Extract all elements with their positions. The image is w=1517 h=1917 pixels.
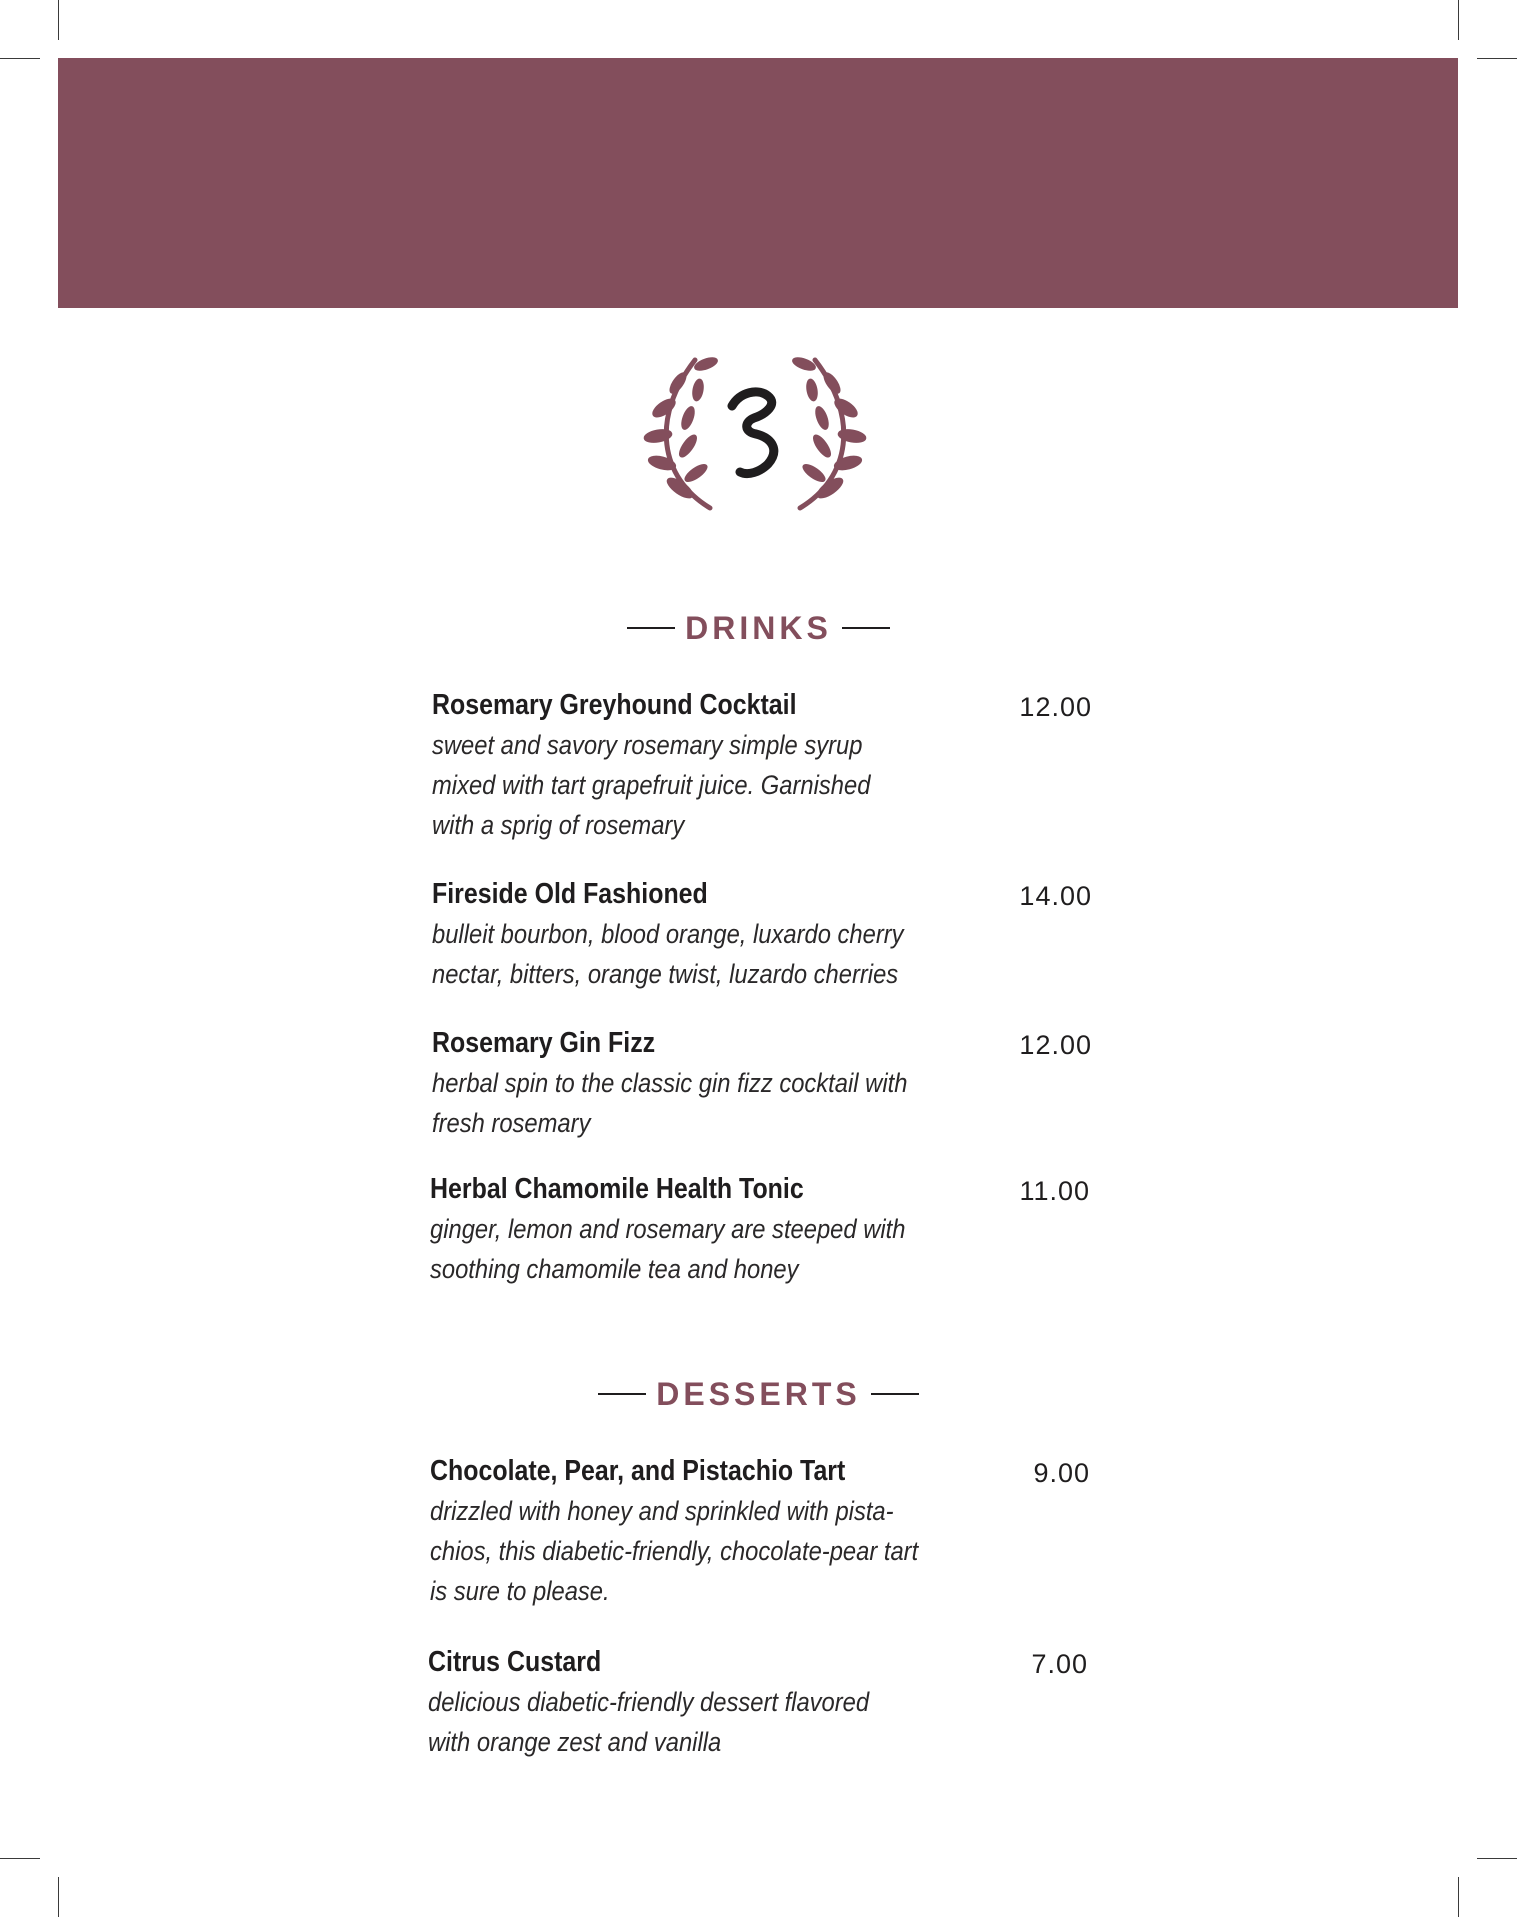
menu-item-chocolate-pear-tart xyxy=(430,1451,1090,1611)
drinks-heading xyxy=(0,612,1517,644)
item-price: 12.00 xyxy=(1019,692,1092,722)
item-description: ginger, lemon and rosemary are steeped with soothing chamomile tea and honey xyxy=(430,1214,906,1284)
item-description: drizzled with honey and sprinkled with pista- chios, this diabetic-friendly, chocolate-pear tart is sure to please. xyxy=(430,1496,919,1606)
heading-rule-left xyxy=(627,627,675,629)
desserts-heading xyxy=(0,1378,1517,1410)
heading-rule-left xyxy=(598,1393,646,1395)
item-description: delicious diabetic-friendly dessert flavored with orange zest and vanilla xyxy=(428,1687,870,1757)
heading-rule-right xyxy=(842,627,890,629)
menu-item-rosemary-greyhound xyxy=(432,685,1092,845)
header-banner xyxy=(58,58,1458,308)
item-description: herbal spin to the classic gin fizz cocktail with fresh rosemary xyxy=(432,1068,908,1138)
menu-item-herbal-chamomile-tonic xyxy=(430,1169,1090,1289)
crop-mark xyxy=(58,0,59,40)
drinks-title: DRINKS xyxy=(685,610,832,646)
item-description: sweet and savory rosemary simple syrup mixed with tart grapefruit juice. Garnished with a sprig of rosemary xyxy=(432,730,871,840)
menu-item-rosemary-gin-fizz xyxy=(432,1023,1092,1143)
item-price: 11.00 xyxy=(1019,1176,1090,1206)
item-name: Rosemary Gin Fizz xyxy=(432,1027,656,1059)
item-name: Chocolate, Pear, and Pistachio Tart xyxy=(430,1455,846,1487)
laurel-wreath-icon xyxy=(640,348,870,518)
item-price: 14.00 xyxy=(1019,881,1092,911)
item-name: Herbal Chamomile Health Tonic xyxy=(430,1173,804,1205)
desserts-title: DESSERTS xyxy=(656,1376,861,1412)
crop-mark xyxy=(1458,0,1459,40)
item-description: bulleit bourbon, blood orange, luxardo cherry nectar, bitters, orange twist, luzardo cherries xyxy=(432,919,904,989)
crop-mark xyxy=(1458,1877,1459,1917)
heading-rule-right xyxy=(871,1393,919,1395)
item-price: 12.00 xyxy=(1019,1030,1092,1060)
crop-mark xyxy=(0,58,40,59)
crop-mark xyxy=(58,1877,59,1917)
item-name: Rosemary Greyhound Cocktail xyxy=(432,689,797,721)
item-price: 9.00 xyxy=(1033,1458,1090,1488)
menu-item-citrus-custard xyxy=(428,1642,1088,1762)
menu-item-fireside-old-fashioned xyxy=(432,874,1092,994)
crop-mark xyxy=(0,1858,40,1859)
logo xyxy=(640,348,870,518)
item-name: Fireside Old Fashioned xyxy=(432,878,708,910)
item-name: Citrus Custard xyxy=(428,1646,602,1678)
item-price: 7.00 xyxy=(1031,1649,1088,1679)
crop-mark xyxy=(1477,58,1517,59)
crop-mark xyxy=(1477,1858,1517,1859)
